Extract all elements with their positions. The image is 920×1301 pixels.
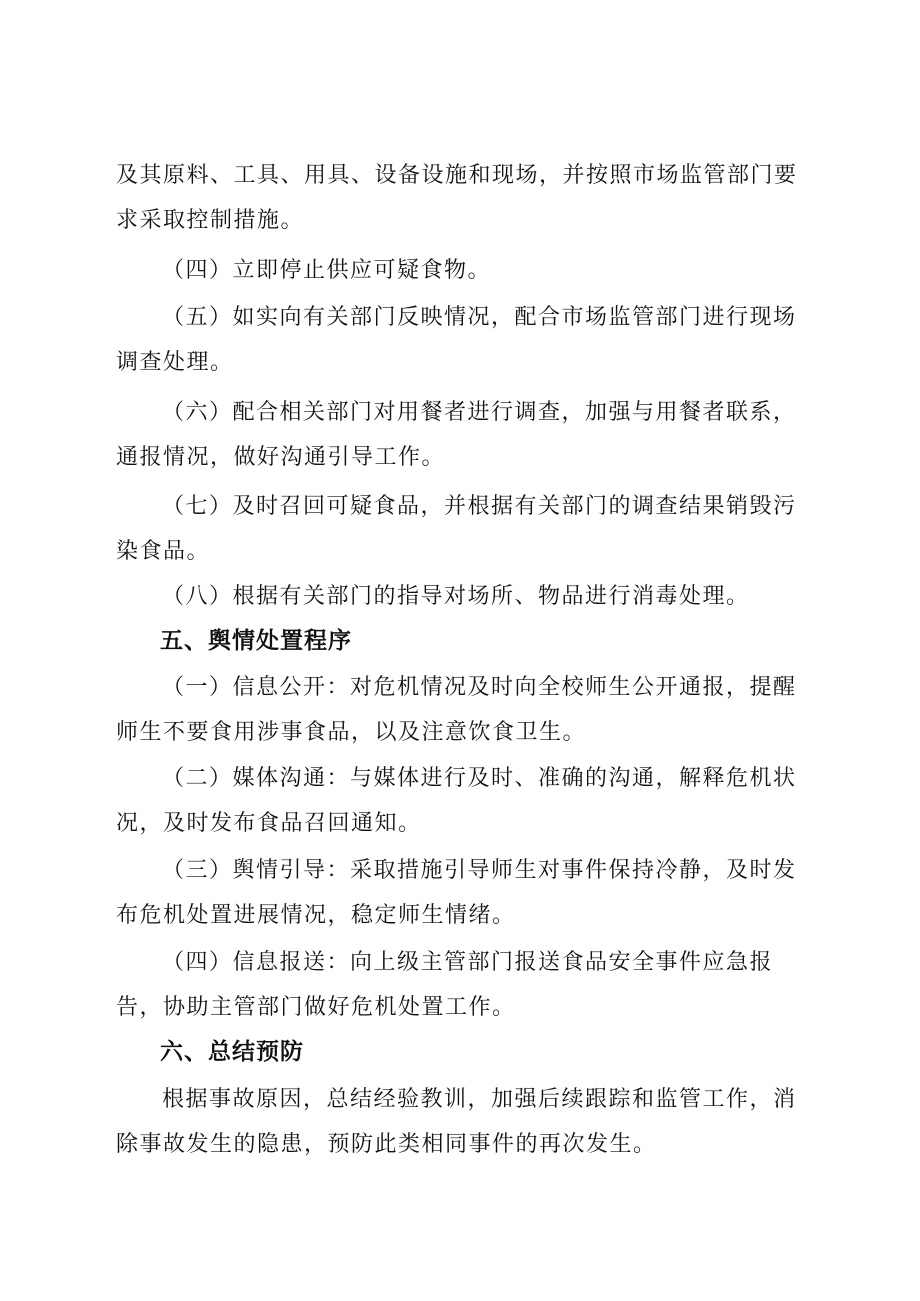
list-item-5: （五）如实向有关部门反映情况，配合市场监管部门进行现场调查处理。 [116, 305, 797, 375]
paragraph-continuation: 及其原料、工具、用具、设备设施和现场，并按照市场监管部门要求采取控制措施。 [116, 163, 798, 233]
section5-item-4: （四）信息报送：向上级主管部门报送食品安全事件应急报告，协助主管部门做好危机处置工作。 [116, 950, 774, 1020]
section5-item-3: （三）舆情引导：采取措施引导师生对事件保持冷静，及时发布危机处置进展情况，稳定师生情绪。 [116, 858, 797, 928]
section5-item-2: （二）媒体沟通：与媒体进行及时、准确的沟通，解释危机状况，及时发布食品召回通知。 [116, 766, 797, 836]
section5-item-1: （一）信息公开：对危机情况及时向全校师生公开通报，提醒师生不要食用涉事食品，以及注意饮食卫生。 [116, 675, 797, 745]
section-heading-6: 六、总结预防 [160, 1039, 304, 1065]
list-item-4: （四）立即停止供应可疑食物。 [162, 258, 492, 283]
section6-body: 根据事故原因，总结经验教训，加强后续跟踪和监管工作，消除事故发生的隐患，预防此类相同事件的再次发生。 [116, 1087, 797, 1157]
list-item-7: （七）及时召回可疑食品，并根据有关部门的调查结果销毁污染食品。 [116, 494, 797, 564]
section-heading-5: 五、舆情处置程序 [160, 628, 352, 654]
list-item-8: （八）根据有关部门的指导对场所、物品进行消毒处理。 [162, 584, 750, 609]
list-item-6: （六）配合相关部门对用餐者进行调查，加强与用餐者联系，通报情况，做好沟通引导工作。 [116, 400, 797, 470]
